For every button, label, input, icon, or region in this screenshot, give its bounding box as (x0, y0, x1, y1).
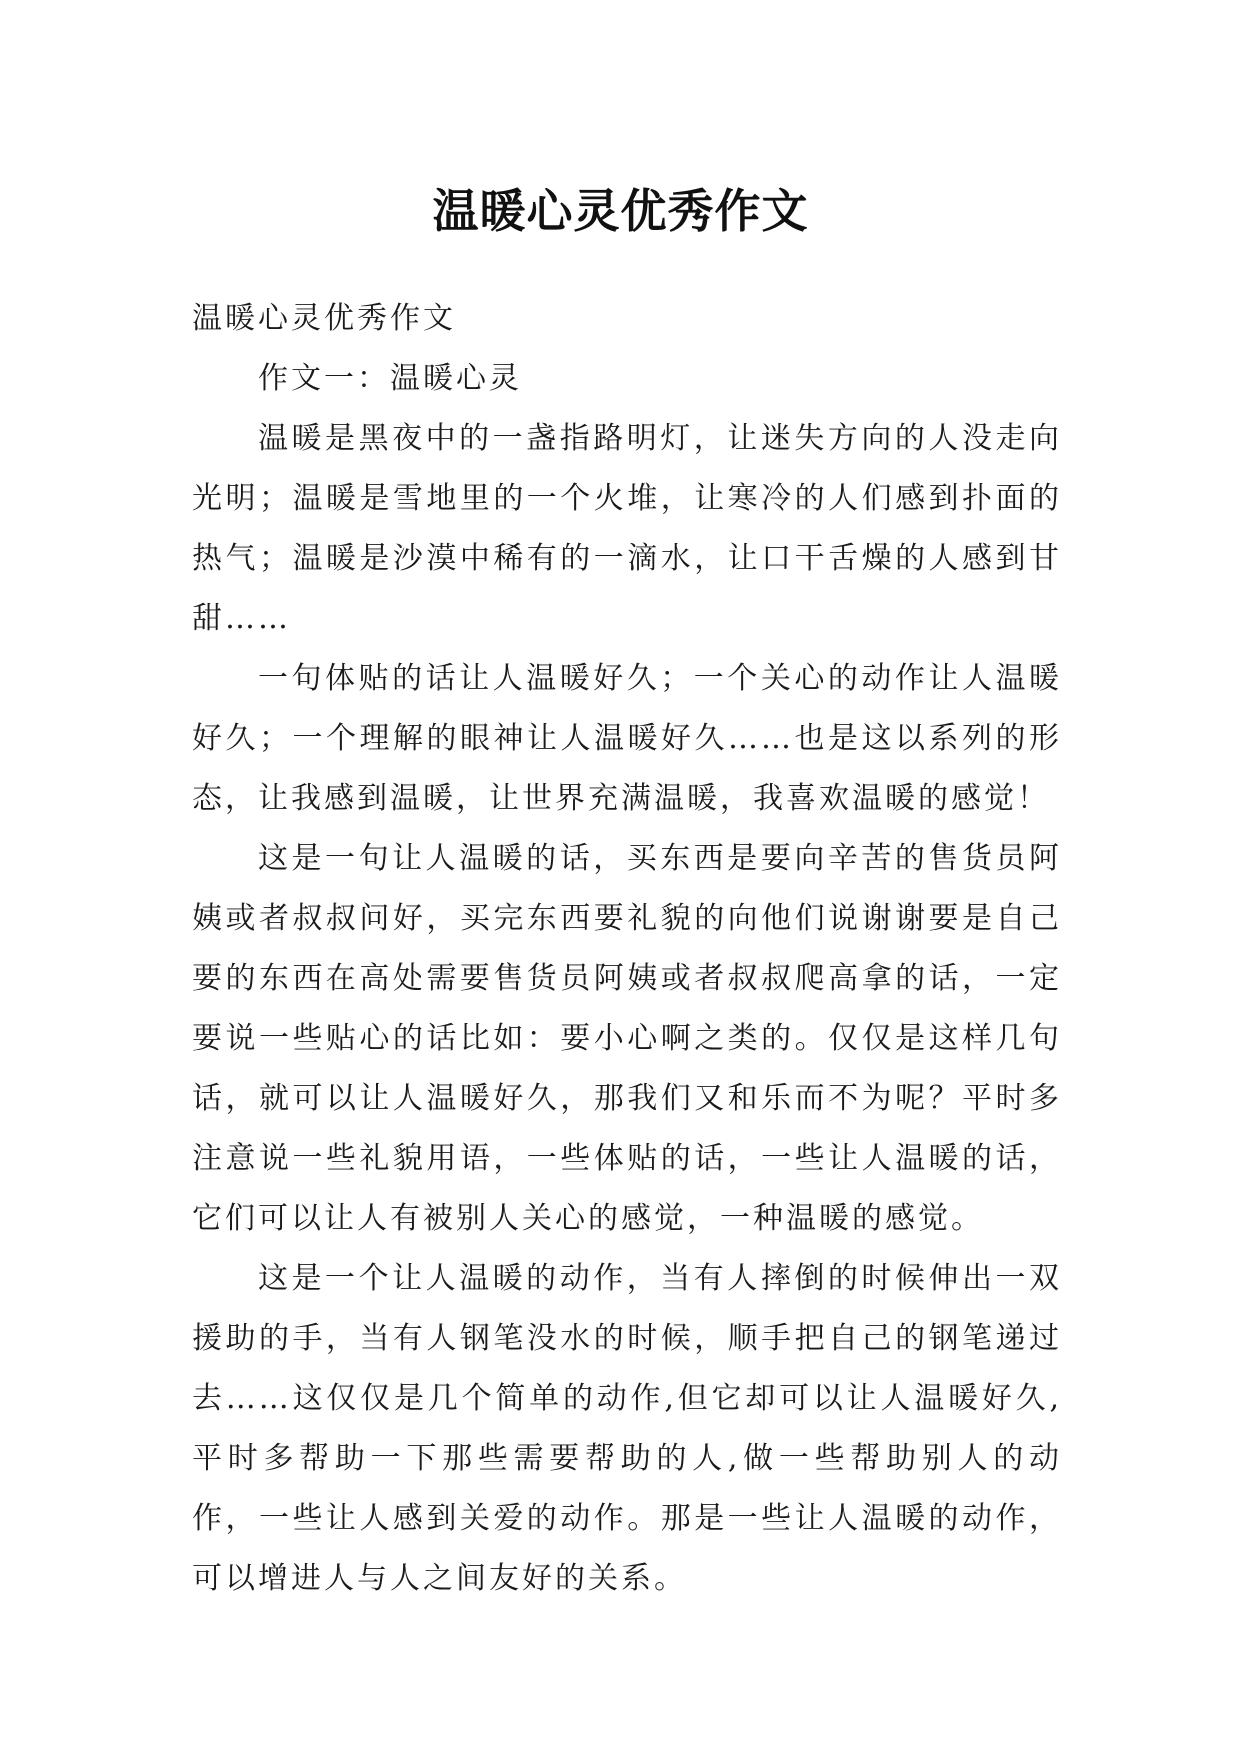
document-body (192, 289, 1062, 1609)
paragraph-4: 这是一个让人温暖的动作，当有人摔倒的时候伸出一双援助的手，当有人钢笔没水的时候，顺手把自己的钢笔递过去……这仅仅是几个简单的动作,但它却可以让人温暖好久,平时多帮助一下那些需要帮助的人,做一些帮助别人的动作，一些让人感到关爱的动作。那是一些让人温暖的动作，可以增进人与人之间友好的关系。 (192, 1261, 1062, 1596)
paragraph-3: 这是一句让人温暖的话，买东西是要向辛苦的售货员阿姨或者叔叔问好，买完东西要礼貌的向他们说谢谢要是自己要的东西在高处需要售货员阿姨或者叔叔爬高拿的话，一定要说一些贴心的话比如：要小心啊之类的。仅仅是这样几句话，就可以让人温暖好久，那我们又和乐而不为呢？平时多注意说一些礼貌用语，一些体贴的话，一些让人温暖的话，它们可以让人有被别人关心的感觉，一种温暖的感觉。 (192, 841, 1062, 1236)
paragraph-2: 一句体贴的话让人温暖好久；一个关心的动作让人温暖好久；一个理解的眼神让人温暖好久……也是这以系列的形态，让我感到温暖，让世界充满温暖，我喜欢温暖的感觉！ (192, 661, 1062, 816)
section-heading: 作文一：温暖心灵 (258, 361, 522, 396)
document-subtitle: 温暖心灵优秀作文 (192, 301, 456, 336)
document-title: 温暖心灵优秀作文 (432, 183, 809, 238)
paragraph-1: 温暖是黑夜中的一盏指路明灯，让迷失方向的人没走向光明；温暖是雪地里的一个火堆，让寒冷的人们感到扑面的热气；温暖是沙漠中稀有的一滴水，让口干舌燥的人感到甘甜…… (192, 421, 1062, 636)
